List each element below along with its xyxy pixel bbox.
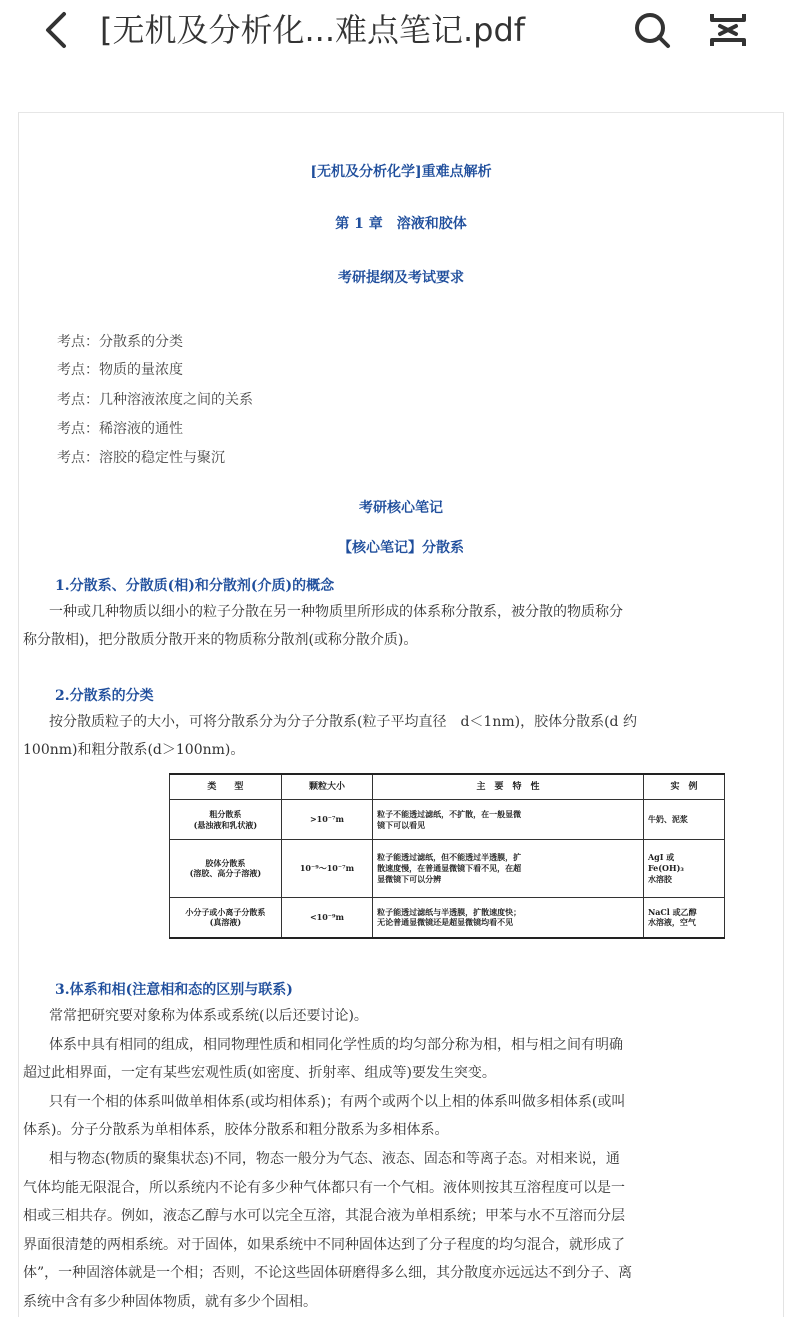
document-title: [无机及分析化...难点笔记.pdf [100, 11, 526, 49]
section-2-title: 2.分散系的分类 [55, 688, 154, 704]
chapter-heading: 第 1 章 溶液和胶体 [335, 216, 467, 232]
table-cell: 粒子不能透过滤纸，不扩散，在一般显微 镜下可以看见 [373, 800, 644, 840]
table-body [170, 800, 725, 939]
section-3-line: 体系中具有相同的组成，相同物理性质和相同化学性质的均匀部分称为相，相与相之间有明确 [49, 1036, 623, 1053]
section-1-line: 一种或几种物质以细小的粒子分散在另一种物质里所形成的体系称分散系，被分散的物质称分 [49, 604, 623, 620]
table-header-cell: 类 型 [170, 774, 282, 800]
table-cell: >10⁻⁷m [281, 800, 372, 840]
outline-heading: 考研提纲及考试要求 [338, 270, 464, 286]
core-notes-heading: 【核心笔记】分散系 [338, 540, 464, 556]
back-button[interactable] [34, 6, 82, 54]
section-3-line: 界面很清楚的两相系统。对于固体，如果系统中不同种固体达到了分子程度的均匀混合，就形成了 [23, 1236, 625, 1253]
section-1-title: 1.分散系、分散质(相)和分散剂(介质)的概念 [55, 578, 335, 594]
table-cell: 粒子能透过滤纸，但不能透过半透膜，扩 散速度慢，在普通显微镜下看不见，在超 显微镜下可以分辨 [373, 840, 644, 898]
pdf-page-content [19, 113, 783, 1317]
kaodian-item: 考点：物质的量浓度 [57, 362, 183, 378]
chevron-left-icon [34, 6, 82, 54]
kaodian-item: 考点：稀溶液的通性 [57, 421, 183, 437]
table-row [170, 800, 725, 840]
search-button[interactable] [630, 8, 674, 52]
table-cell: 10⁻⁹～10⁻⁷m [281, 840, 372, 898]
table-cell: 牛奶、泥浆 [643, 800, 724, 840]
section-2-line: 100nm)和粗分散系(d＞100nm)。 [23, 742, 245, 758]
kaodian-item: 考点：几种溶液浓度之间的关系 [57, 392, 253, 408]
section-3-title: 3.体系和相(注意相和态的区别与联系) [55, 982, 293, 998]
section-3-line: 超过此相界面，一定有某些宏观性质(如密度、折射率、组成等)要发生突变。 [23, 1065, 496, 1082]
table-header-cell: 颗粒大小 [281, 774, 372, 800]
table-cell: 胶体分散系 (溶胶、高分子溶液) [170, 840, 282, 898]
section-2-line: 按分散质粒子的大小，可将分散系分为分子分散系(粒子平均直径 d＜1nm)，胶体分散系(d 约 [49, 714, 637, 730]
section-3-line: 只有一个相的体系叫做单相体系(或均相体系)；有两个或两个以上相的体系叫做多相体系(或叫 [49, 1093, 626, 1110]
table-cell: AgI 或 Fe(OH)₃ 水溶胶 [643, 840, 724, 898]
section-3-line: 体”，一种固溶体就是一个相；否则，不论这些固体研磨得多么细，其分散度亦远远达不到分子、离 [23, 1265, 633, 1282]
table-cell: 粒子能透过滤纸与半透膜，扩散速度快； 无论普通显微镜还是超显微镜均看不见 [373, 897, 644, 938]
table-row [170, 897, 725, 938]
expand-button[interactable] [704, 6, 752, 54]
notes-heading: 考研核心笔记 [359, 500, 443, 516]
search-icon [630, 8, 674, 52]
pdf-page[interactable] [18, 112, 784, 1317]
section-3-line: 相与物态(物质的聚集状态)不同，物态一般分为气态、液态、固态和等离子态。对相来说，通 [49, 1151, 620, 1167]
top-toolbar [0, 0, 790, 80]
section-3-line: 体系)。分子分散系为单相体系，胶体分散系和粗分散系为多相体系。 [23, 1122, 449, 1139]
main-heading: [无机及分析化学]重难点解析 [310, 164, 492, 180]
section-3-line: 相或三相共存。例如，液态乙醇与水可以完全互溶，其混合液为单相系统；甲苯与水不互溶而分层 [23, 1208, 625, 1225]
kaodian-item: 考点：分散系的分类 [57, 334, 183, 350]
kaodian-item: 考点：溶胶的稳定性与聚沉 [57, 450, 225, 466]
dispersion-table [169, 773, 725, 939]
table-row [170, 840, 725, 898]
table-cell: 粗分散系 (悬浊液和乳状液) [170, 800, 282, 840]
table-cell: 小分子或小离子分散系 (真溶液) [170, 897, 282, 938]
table-header-cell: 实 例 [643, 774, 724, 800]
expand-icon [704, 6, 752, 54]
section-1-line: 称分散相)，把分散质分散开来的物质称分散剂(或称分散介质)。 [23, 632, 418, 648]
section-3-line: 常常把研究要对象称为体系或系统(以后还要讨论)。 [49, 1008, 368, 1024]
table-header-row [170, 774, 725, 800]
section-3-line: 气体均能无限混合，所以系统内不论有多少种气体都只有一个气相。液体则按其互溶程度可以是一 [23, 1179, 625, 1196]
table-header-cell: 主 要 特 性 [373, 774, 644, 800]
table-cell: <10⁻⁹m [281, 897, 372, 938]
section-3-line: 系统中含有多少种固体物质，就有多少个固相。 [23, 1294, 317, 1310]
table-cell: NaCl 或乙醇 水溶液，空气 [643, 897, 724, 938]
